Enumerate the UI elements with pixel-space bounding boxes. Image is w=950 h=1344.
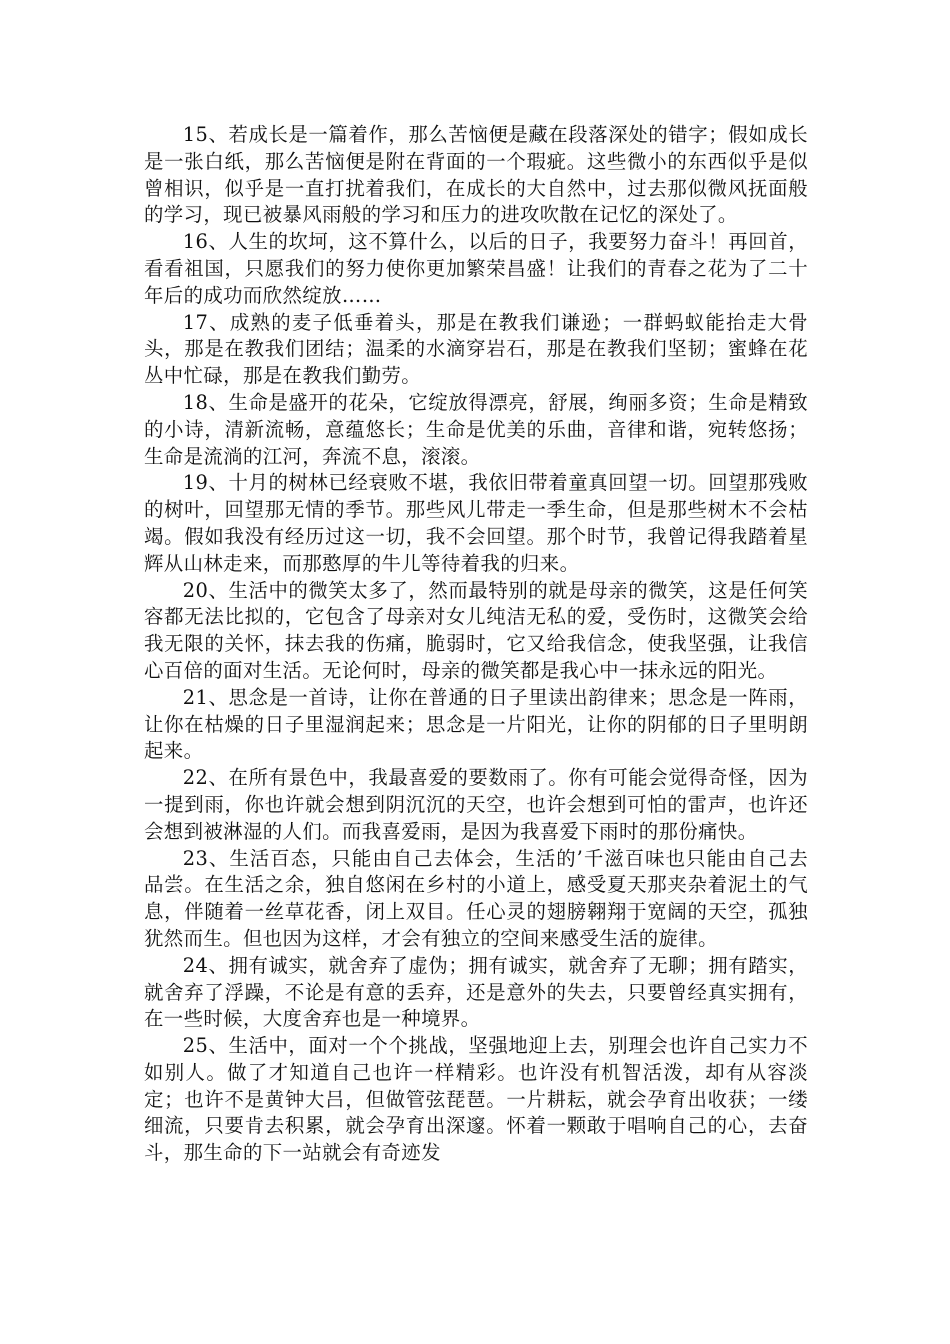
paragraph-19: 19、十月的树林已经衰败不堪，我依旧带着童真回望一切。回望那残败的树叶，回望那无情的季节。那些风儿带走一季生命，但是那些树木不会枯竭。假如我没有经历过这一切，我不会回望。那个时节，我曾记得我踏着星辉从山林走来，而那憨厚的牛儿等待着我的归来。: [144, 471, 808, 575]
paragraph-16: 16、人生的坎坷，这不算什么，以后的日子，我要努力奋斗！再回首，看看祖国，只愿我们的努力使你更加繁荣昌盛！让我们的青春之花为了二十年后的成功而欣然绽放……: [144, 230, 808, 307]
paragraph-23: 23、生活百态，只能由自己去体会，生活的’千滋百味也只能由自己去品尝。在生活之余，独自悠闲在乡村的小道上，感受夏天那夹杂着泥土的气息，伴随着一丝草花香，闭上双目。任心灵的翅膀翱翔于宽阔的天空，孤独犹然而生。但也因为这样，才会有独立的空间来感受生活的旋律。: [144, 846, 808, 950]
paragraph-15: 15、若成长是一篇着作，那么苦恼便是藏在段落深处的错字；假如成长是一张白纸，那么苦恼便是附在背面的一个瑕疵。这些微小的东西似乎是似曾相识，似乎是一直打扰着我们，在成长的大自然中，过去那似微风抚面般的学习，现已被暴风雨般的学习和压力的进攻吹散在记忆的深处了。: [144, 123, 808, 227]
paragraph-18: 18、生命是盛开的花朵，它绽放得漂亮，舒展，绚丽多资；生命是精致的小诗，清新流畅，意蕴悠长；生命是优美的乐曲，音律和谐，宛转悠扬；生命是流淌的江河，奔流不息，滚滚。: [144, 390, 808, 468]
document-page: [144, 122, 808, 1322]
paragraph-25: 25、生活中，面对一个个挑战，坚强地迎上去，别理会也许自己实力不如别人。做了才知道自己也许一样精彩。也许没有机智活泼，却有从容淡定；也许不是黄钟大吕，但做管弦琵琶。一片耕耘，就会孕育出收获；一缕细流，只要肯去积累，就会孕育出深邃。怀着一颗敢于唱响自己的心，去奋斗，那生命的下一站就会有奇迹发: [144, 1034, 808, 1165]
paragraph-20: 20、生活中的微笑太多了，然而最特别的就是母亲的微笑，这是任何笑容都无法比拟的，它包含了母亲对女儿纯洁无私的爱，受伤时，这微笑会给我无限的关怀，抹去我的伤痛，脆弱时，它又给我信念，使我坚强，让我信心百倍的面对生活。无论何时，母亲的微笑都是我心中一抹永远的阳光。: [144, 578, 808, 682]
paragraph-22: 22、在所有景色中，我最喜爱的要数雨了。你有可能会觉得奇怪，因为一提到雨，你也许就会想到阴沉沉的天空，也许会想到可怕的雷声，也许还会想到被淋湿的人们。而我喜爱雨，是因为我喜爱下雨时的那份痛快。: [144, 766, 808, 843]
paragraph-17: 17、成熟的麦子低垂着头，那是在教我们谦逊；一群蚂蚁能抬走大骨头，那是在教我们团结；温柔的水滴穿岩石，那是在教我们坚韧；蜜蜂在花丛中忙碌，那是在教我们勤劳。: [144, 310, 808, 388]
paragraph-21: 21、思念是一首诗，让你在普通的日子里读出韵律来；思念是一阵雨，让你在枯燥的日子里湿润起来；思念是一片阳光，让你的阴郁的日子里明朗起来。: [144, 685, 808, 763]
paragraph-24: 24、拥有诚实，就舍弃了虚伪；拥有诚实，就舍弃了无聊；拥有踏实，就舍弃了浮躁，不论是有意的丢弃，还是意外的失去，只要曾经真实拥有，在一些时候，大度舍弃也是一种境界。: [144, 953, 808, 1031]
